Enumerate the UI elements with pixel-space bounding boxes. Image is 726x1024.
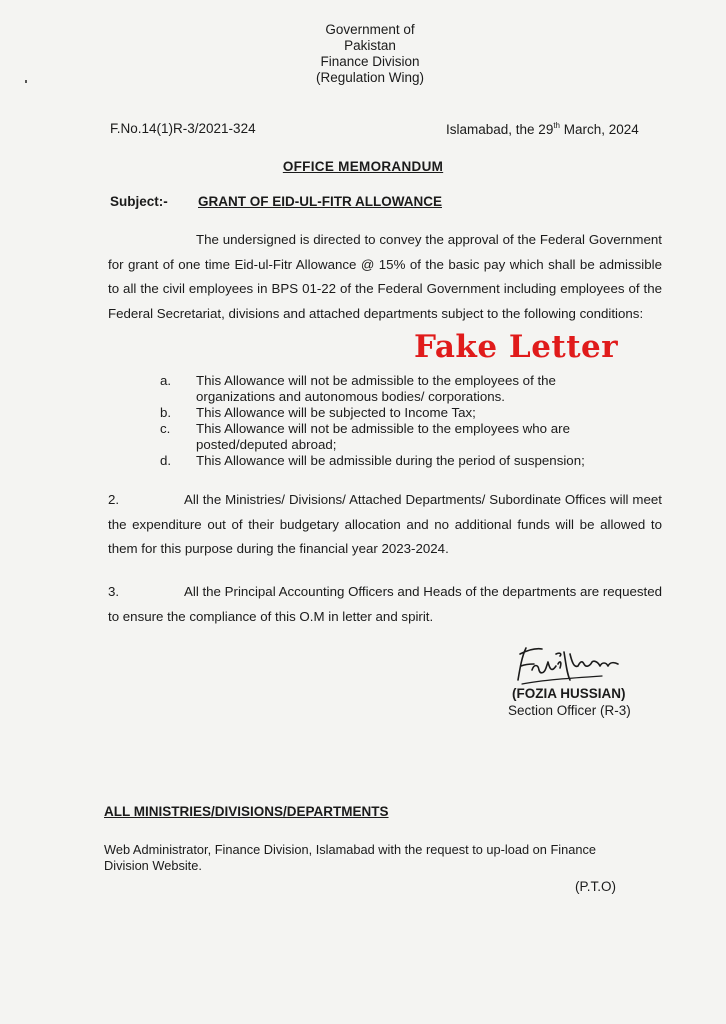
condition-item (160, 405, 636, 421)
condition-text: This Allowance will not be admissible to the employees of the organizations and autonomous bodies/ corporations. (196, 373, 556, 404)
paragraph-number: 3. (108, 584, 120, 599)
date-suffix: March, 2024 (560, 122, 639, 137)
condition-letter: c. (160, 421, 171, 436)
condition-item (160, 421, 636, 453)
paragraph-2-text: All the Ministries/ Divisions/ Attached Departments/ Subordinate Offices will meet the expenditure out of their budgetary allocation and no additional funds will be allowed to them for this purpose during the financial year 2023-2024. (108, 492, 662, 556)
date-prefix: Islamabad, the 29 (446, 122, 554, 137)
date-suffix-sup: th (553, 121, 560, 130)
condition-text: This Allowance will not be admissible to the employees who are posted/deputed abroad; (196, 421, 570, 452)
distribution-text: Web Administrator, Finance Division, Islamabad with the request to up-load on Finance Division Website. (104, 842, 596, 873)
distribution-heading: ALL MINISTRIES/DIVISIONS/DEPARTMENTS (104, 804, 389, 819)
fake-letter-stamp: Fake Letter (414, 329, 619, 365)
handwritten-signature (512, 640, 632, 692)
subject-label: Subject:- (110, 194, 168, 209)
paragraph-2 (108, 488, 662, 562)
condition-item (160, 373, 636, 405)
file-reference: F.No.14(1)R-3/2021-324 (110, 121, 256, 136)
paragraph-number: 2. (108, 492, 120, 507)
condition-letter: d. (160, 453, 172, 468)
condition-text: This Allowance will be subjected to Income Tax; (196, 405, 476, 420)
subject-text: GRANT OF EID-UL-FITR ALLOWANCE (198, 194, 442, 209)
condition-letter: a. (160, 373, 172, 388)
letterhead-line-2: Pakistan (344, 38, 396, 53)
pto-marker: (P.T.O) (575, 879, 617, 894)
paragraph-3-text: All the Principal Accounting Officers and Heads of the departments are requested to ensure the compliance of this O.M in letter and spirit. (108, 584, 662, 624)
memo-date (446, 121, 639, 137)
letterhead-line-3: Finance Division (320, 54, 420, 69)
paragraph-1: The undersigned is directed to convey the approval of the Federal Government for grant of one time Eid-ul-Fitr Allowance @ 15% of the basic pay which shall be admissible to all the civil employees in BPS 01-22 of the Federal Government including employees of the Federal Secretariat, divisions and attached departments subject to the following conditions: (108, 232, 662, 321)
condition-letter: b. (160, 405, 172, 420)
condition-item (160, 453, 636, 469)
letterhead-line-4: (Regulation Wing) (315, 70, 425, 85)
signatory-title: Section Officer (R-3) (508, 703, 631, 718)
signature-underline (522, 676, 602, 684)
conditions-list (160, 373, 636, 469)
letterhead-line-1: Government of (325, 22, 415, 37)
condition-text: This Allowance will be admissible during the period of suspension; (196, 453, 585, 468)
signature-stroke (518, 648, 618, 680)
signatory-name: (FOZIA HUSSIAN) (512, 686, 626, 701)
letterhead (0, 22, 726, 86)
paragraph-3 (108, 580, 662, 629)
memo-title: OFFICE MEMORANDUM (282, 159, 444, 174)
